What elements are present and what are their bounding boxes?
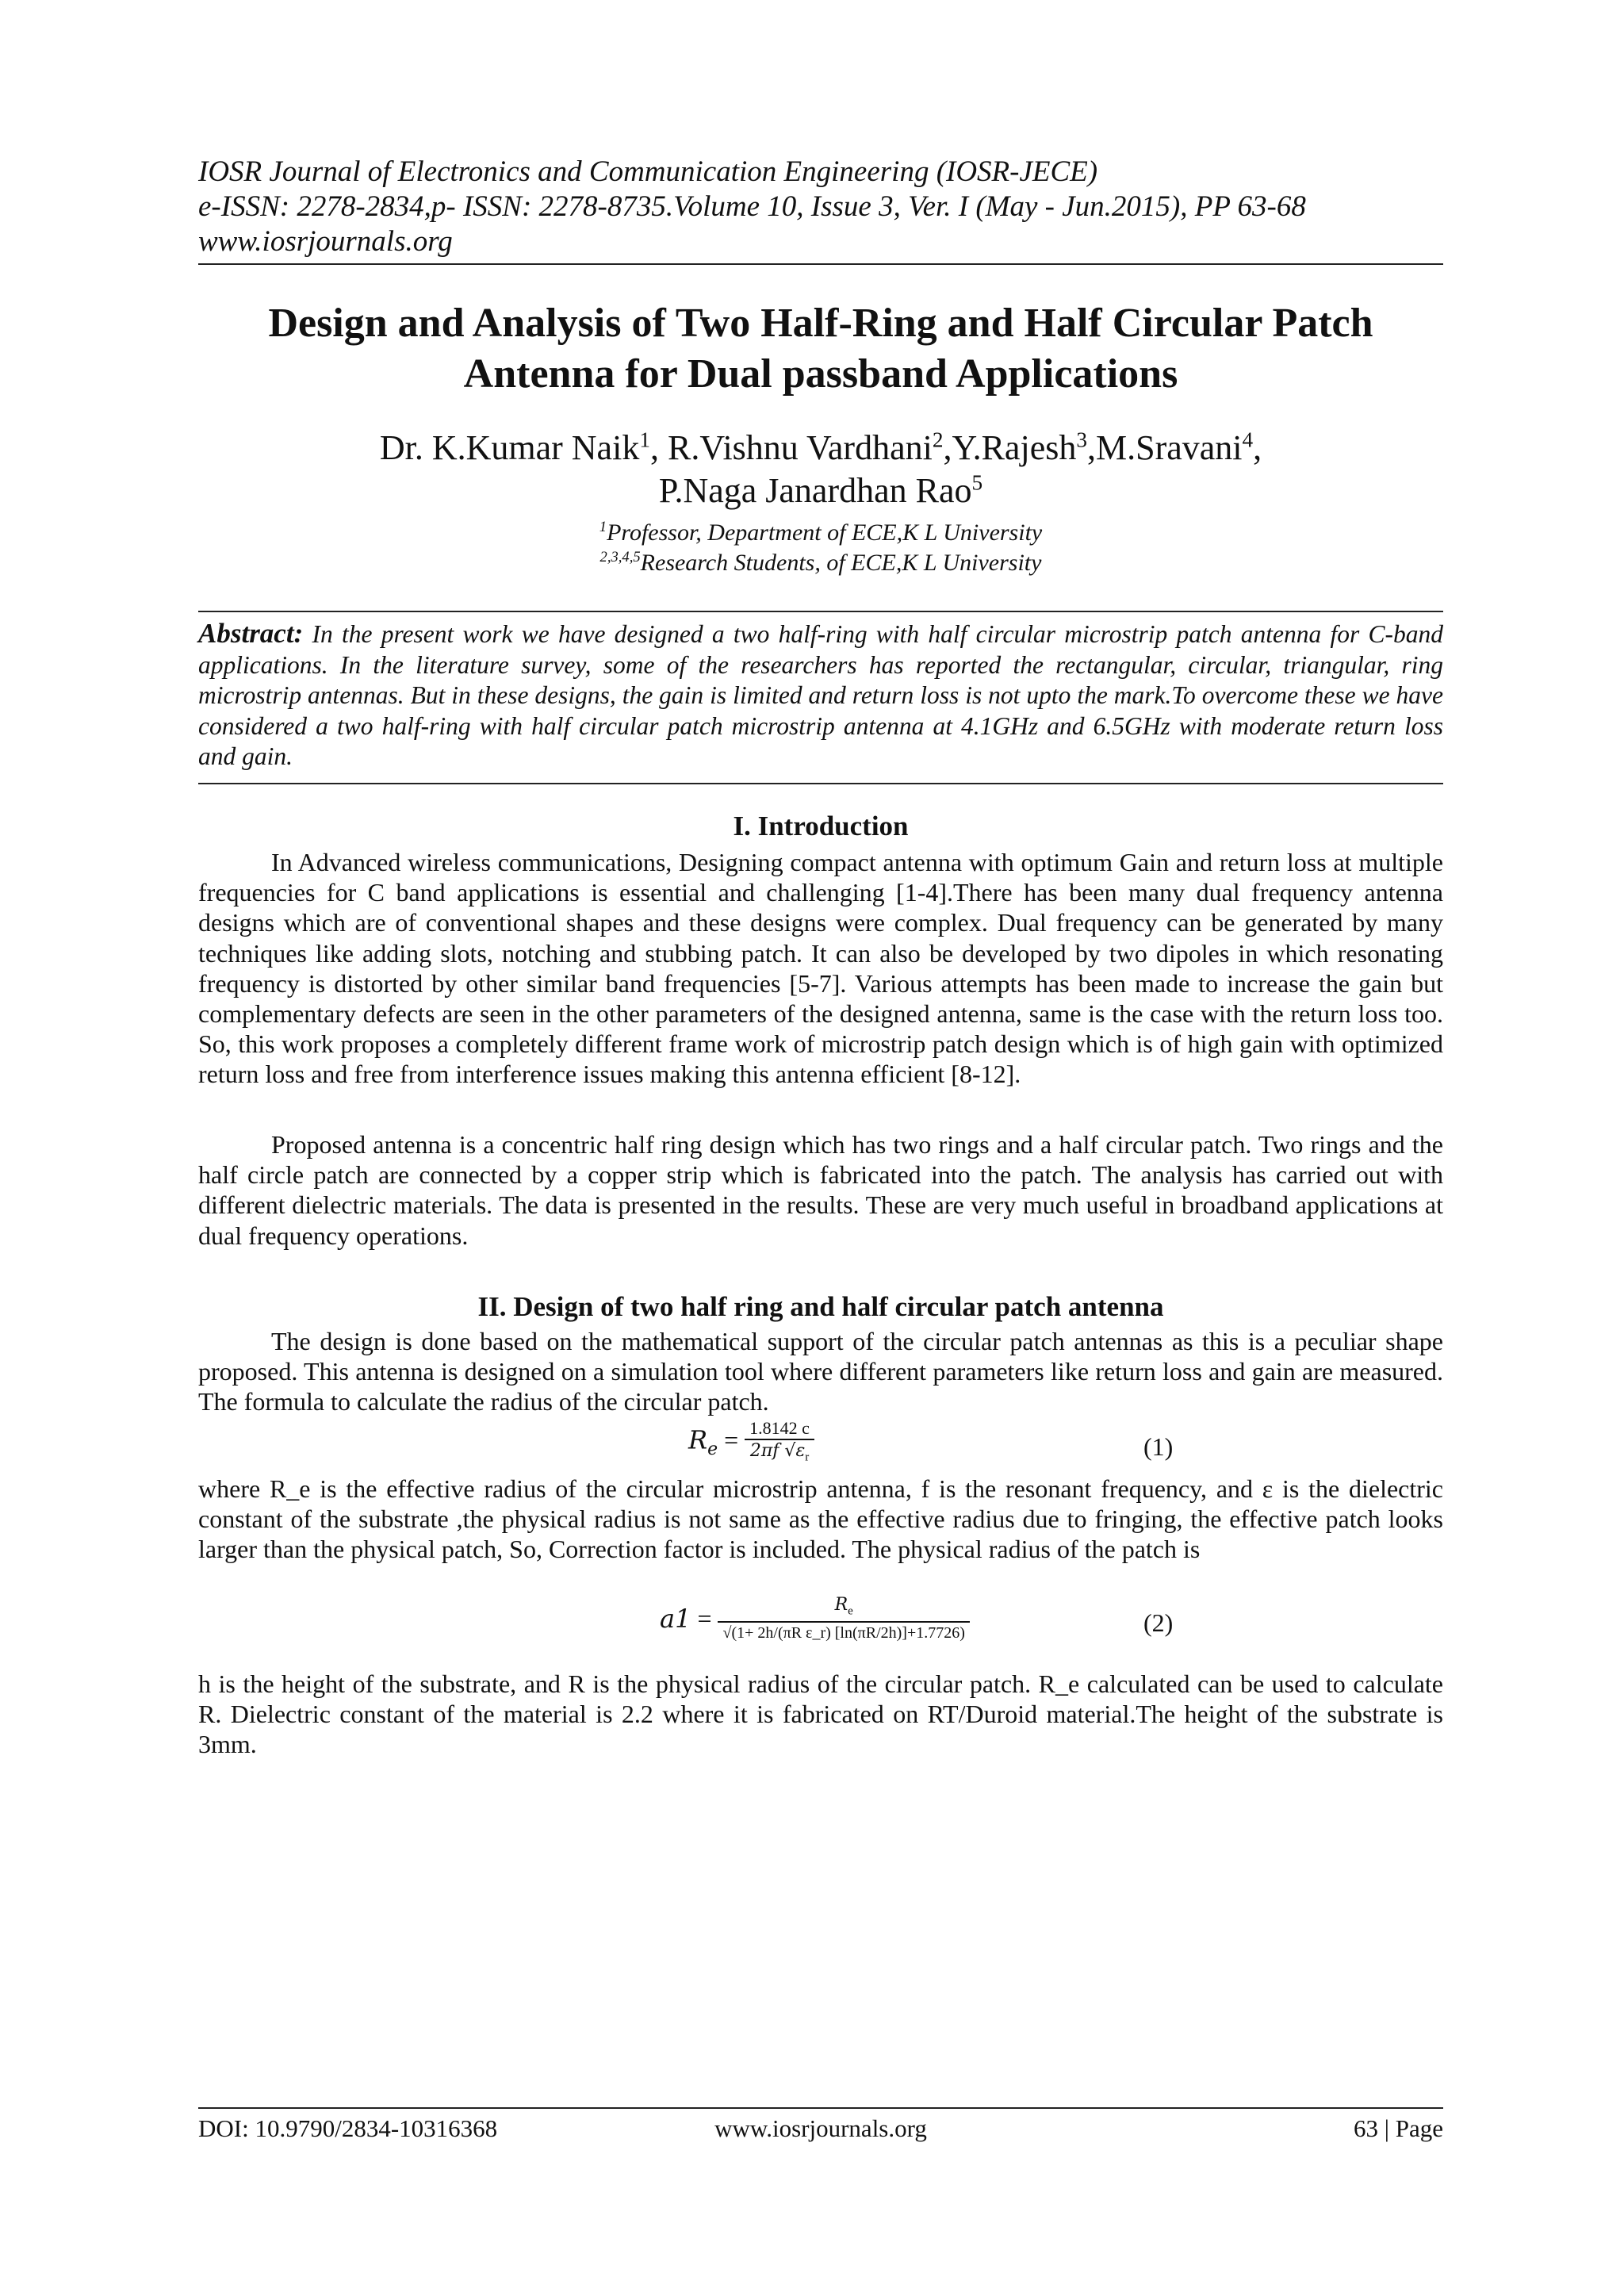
- eq1-fraction: [745, 1418, 814, 1467]
- affiliations: [198, 518, 1443, 578]
- abstract-bottom-rule: [198, 783, 1443, 784]
- eq1-number: (1): [1143, 1432, 1174, 1461]
- design-paragraph-1: The design is done based on the mathematical support of the circular patch antennas as this is a peculiar shape proposed. This antenna is designed on a simulation tool where different parameters like return loss and gain are measured. The formula to calculate the radius of the circular patch.: [198, 1327, 1443, 1416]
- author-2-sup: 2: [932, 427, 944, 452]
- journal-name: IOSR Journal of Electronics and Communication Engineering (IOSR-JECE): [198, 155, 1098, 188]
- intro-paragraph-1: In Advanced wireless communications, Designing compact antenna with optimum Gain and return loss at multiple frequencies for C band applications is essential and challenging [1-4].There has been many dual frequency antenna designs which are of conventional shapes and these designs were complex. Dual frequency can be generated by many techniques like adding slots, notching and stubbing patch. It can also be developed by two dipoles in which resonating frequency is distorted by other similar band frequencies [5-7]. Various attempts has been made to increase the gain but complementary defects are seen in the other parameters of the designed antenna, same is the case with the return loss too. So, this work proposes a completely different frame work of microstrip patch design which is of high gain with optimized return loss and free from interference issues making this antenna efficient [8-12].: [198, 848, 1443, 1089]
- author-1: Dr. K.Kumar Naik: [379, 428, 640, 467]
- journal-issn: e-ISSN: 2278-2834,p- ISSN: 2278-8735.Volume 10, Issue 3, Ver. I (May - Jun.2015), PP 63-68: [198, 190, 1306, 223]
- abstract-top-rule: [198, 611, 1443, 612]
- abstract: [198, 619, 1443, 772]
- eq1-lhs: R: [688, 1424, 708, 1455]
- affiliation-1: Professor, Department of ECE,K L University: [607, 519, 1043, 546]
- journal-url[interactable]: www.iosrjournals.org: [198, 225, 453, 258]
- footer-site[interactable]: www.iosrjournals.org: [714, 2114, 927, 2142]
- journal-header: [198, 155, 1443, 259]
- equation-2: [660, 1594, 970, 1643]
- eq2-lhs: a1: [660, 1604, 691, 1635]
- eq2-number: (2): [1143, 1608, 1174, 1637]
- eq2-numerator: $R_e$: [834, 1595, 853, 1618]
- author-3-sup: 3: [1076, 427, 1087, 452]
- author-4: ,M.Sravani: [1086, 428, 1243, 467]
- section-heading-design: II. Design of two half ring and half circular patch antenna: [477, 1291, 1164, 1322]
- author-5: P.Naga Janardhan Rao: [658, 471, 972, 510]
- eq1-lhs-sub: e: [707, 1439, 718, 1459]
- title-line-2: Antenna for Dual passband Applications: [463, 351, 1178, 397]
- eq2-equals: =: [691, 1604, 718, 1633]
- footer-doi[interactable]: DOI: 10.9790/2834-10316368: [198, 2114, 498, 2142]
- author-5-sup: 5: [971, 470, 983, 495]
- design-paragraph-3: h is the height of the substrate, and R is the physical radius of the circular patch. R_e calculated can be used to calculate R. Dielectric constant of the material is 2.2 where it is fabricated on RT/Duroid material.The height of the substrate is 3mm.: [198, 1669, 1443, 1759]
- affiliation-2: Research Students, of ECE,K L University: [640, 550, 1042, 576]
- abstract-label: Abstract:: [198, 618, 304, 649]
- author-1-sup: 1: [639, 427, 650, 452]
- author-list: [198, 427, 1443, 512]
- equation-1: [688, 1418, 814, 1467]
- intro-paragraph-2: Proposed antenna is a concentric half ring design which has two rings and a half circular patch. Two rings and the half circle patch are connected by a copper strip which is fabricated into the patch. The analysis has carried out with different dielectric materials. The data is presented in the results. These are very much useful in broadband applications at dual frequency operations.: [198, 1130, 1443, 1250]
- section-heading-introduction: I. Introduction: [733, 811, 909, 841]
- header-divider: [198, 263, 1443, 265]
- footer-page-number: 63 | Page: [1354, 2114, 1443, 2142]
- affiliation-2-sup: 2,3,4,5: [599, 549, 641, 565]
- paper-title: [198, 298, 1443, 400]
- design-paragraph-2: where R_e is the effective radius of the circular microstrip antenna, f is the resonant frequency, and ε is the dielectric constant of the substrate ,the physical radius is not same as the effective radius due to fringing, the effective patch looks larger than the physical patch, So, Correction factor is included. The physical radius of the patch is: [198, 1474, 1444, 1564]
- eq1-denominator: 2πf $√\varepsilon_r$: [745, 1439, 814, 1467]
- eq1-equals: =: [718, 1425, 745, 1455]
- title-line-1: Design and Analysis of Two Half-Ring and Half Circular Patch: [268, 301, 1373, 346]
- author-3: ,Y.Rajesh: [943, 428, 1077, 467]
- abstract-text: In the present work we have designed a two half-ring with half circular microstrip patch antenna for C-band applications. In the literature survey, some of the researchers has reported the rectangular, circular, triangular, ring microstrip antennas. But in these designs, the gain is limited and return loss is not upto the mark.To overcome these we have considered a two half-ring with half circular patch microstrip antenna at 4.1GHz and 6.5GHz with moderate return loss and gain.: [198, 620, 1443, 771]
- author-4-tail: ,: [1253, 428, 1262, 467]
- author-2: , R.Vishnu Vardhani: [649, 428, 933, 467]
- author-4-sup: 4: [1242, 427, 1254, 452]
- footer-divider: [198, 2107, 1443, 2109]
- eq2-denominator: √(1+ 2h/(πR ε_r) [ln(πR/2h)]+1.7726): [718, 1621, 969, 1643]
- eq2-fraction: [718, 1594, 969, 1643]
- eq1-numerator: 1.8142 c: [749, 1418, 810, 1438]
- affiliation-1-sup: 1: [599, 519, 607, 535]
